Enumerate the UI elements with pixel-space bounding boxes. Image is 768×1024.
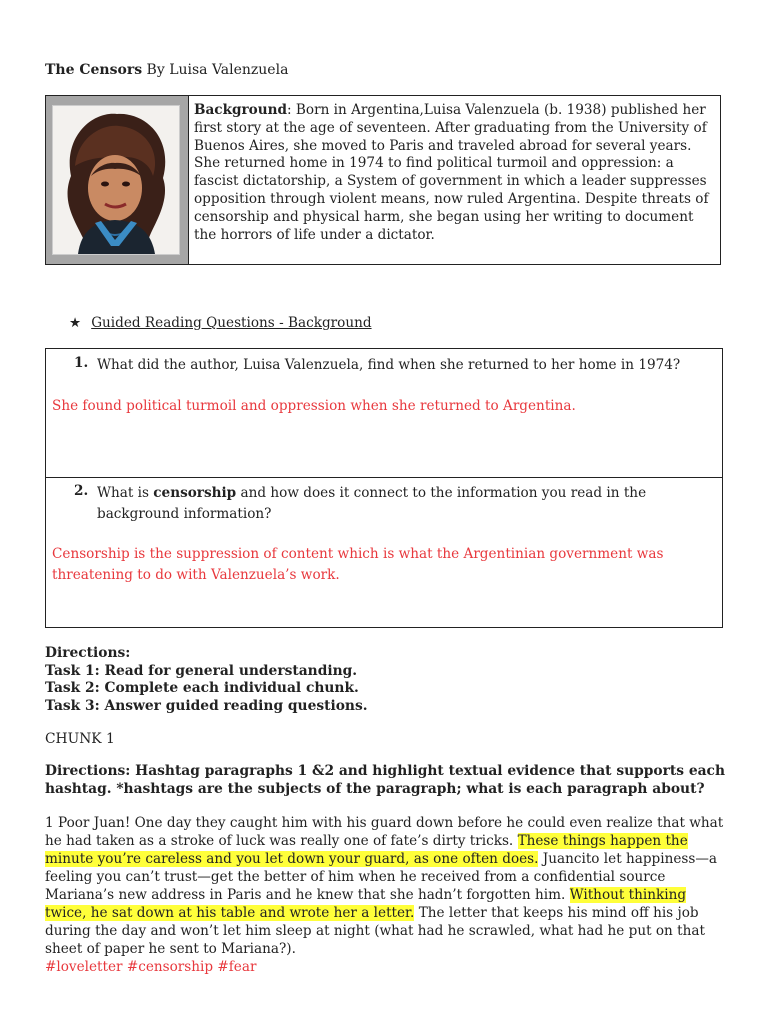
- question-2-bold: censorship: [153, 485, 237, 501]
- task-3: Task 3: Answer guided reading questions.: [45, 697, 368, 714]
- author-portrait-icon: [53, 106, 179, 254]
- passage-text-3: The letter that keeps his mind off his job during the day and won’t let him sleep at night (what had he scrawled, what had he put on that sheet of paper he sent to Mariana?).: [45, 905, 705, 957]
- passage-paragraph-1: [45, 814, 725, 976]
- title-bold: The Censors: [45, 62, 143, 78]
- question-2-post: and how does it connect to the information you read in the background information?: [97, 485, 647, 522]
- guided-heading-text: Guided Reading Questions - Background: [91, 315, 372, 331]
- background-text: [194, 102, 714, 244]
- question-row-1: [46, 349, 722, 478]
- directions-heading: Directions:: [45, 645, 131, 661]
- questions-table: [45, 348, 723, 628]
- highlight-2: Without thinking twice, he sat down at his table and wrote her a letter.: [45, 887, 687, 921]
- directions-block: [45, 645, 368, 715]
- background-label: Background: [194, 102, 287, 118]
- task-1: Task 1: Read for general understanding.: [45, 662, 358, 679]
- background-paragraph: : Born in Argentina,Luisa Valenzuela (b. 1938) published her first story at the age of seventeen. After graduating from the University of Buenos Aires, she moved to Paris and traveled abroad for several years. She returned home in 1974 to find political turmoil and oppression: a fascist dictatorship, a System of government in which a leader suppresses opposition through violent means, now ruled Argentina. Despite threats of censorship and physical harm, she began using her writing to document the horrors of life under a dictator.: [194, 102, 709, 243]
- passage-text-2: Juancito let happiness—a feeling you can’t trust—get the better of him when he received from a confidential source Mariana’s new address in Paris and he knew that she hadn’t forgotten him.: [45, 851, 718, 903]
- question-2-number: 2.: [74, 483, 89, 499]
- photo-cell: [46, 96, 189, 264]
- question-1-text: What did the author, Luisa Valenzuela, find when she returned to her home in 1974?: [97, 357, 681, 373]
- passage-text-1: 1 Poor Juan! One day they caught him with his guard down before he could even realize that what he had taken as a stroke of luck was really one of fate’s dirty tricks.: [45, 815, 724, 849]
- question-1-number: 1.: [74, 355, 89, 371]
- question-2-text: [97, 483, 714, 525]
- answer-1: She found political turmoil and oppression when she returned to Argentina.: [52, 398, 576, 414]
- guided-questions-heading: [69, 315, 372, 331]
- title-author: By Luisa Valenzuela: [142, 62, 289, 78]
- chunk-directions: Directions: Hashtag paragraphs 1 &2 and highlight textual evidence that supports each hashtag. *hashtags are the subjects of the paragraph; what is each paragraph about?: [45, 763, 725, 797]
- document-title: [45, 62, 288, 78]
- star-icon: ★: [69, 315, 82, 331]
- highlight-1: These things happen the minute you’re careless and you let down your guard, as one often does.: [45, 833, 688, 867]
- hashtags: #loveletter #censorship #fear: [45, 959, 257, 975]
- author-photo: [52, 105, 180, 255]
- chunk-label: CHUNK 1: [45, 731, 115, 747]
- question-2-pre: What is: [97, 485, 154, 501]
- background-table: [45, 95, 721, 265]
- answer-2: Censorship is the suppression of content which is what the Argentinian government was threatening to do with Valenzuela’s work.: [52, 546, 664, 583]
- task-2: Task 2: Complete each individual chunk.: [45, 680, 359, 696]
